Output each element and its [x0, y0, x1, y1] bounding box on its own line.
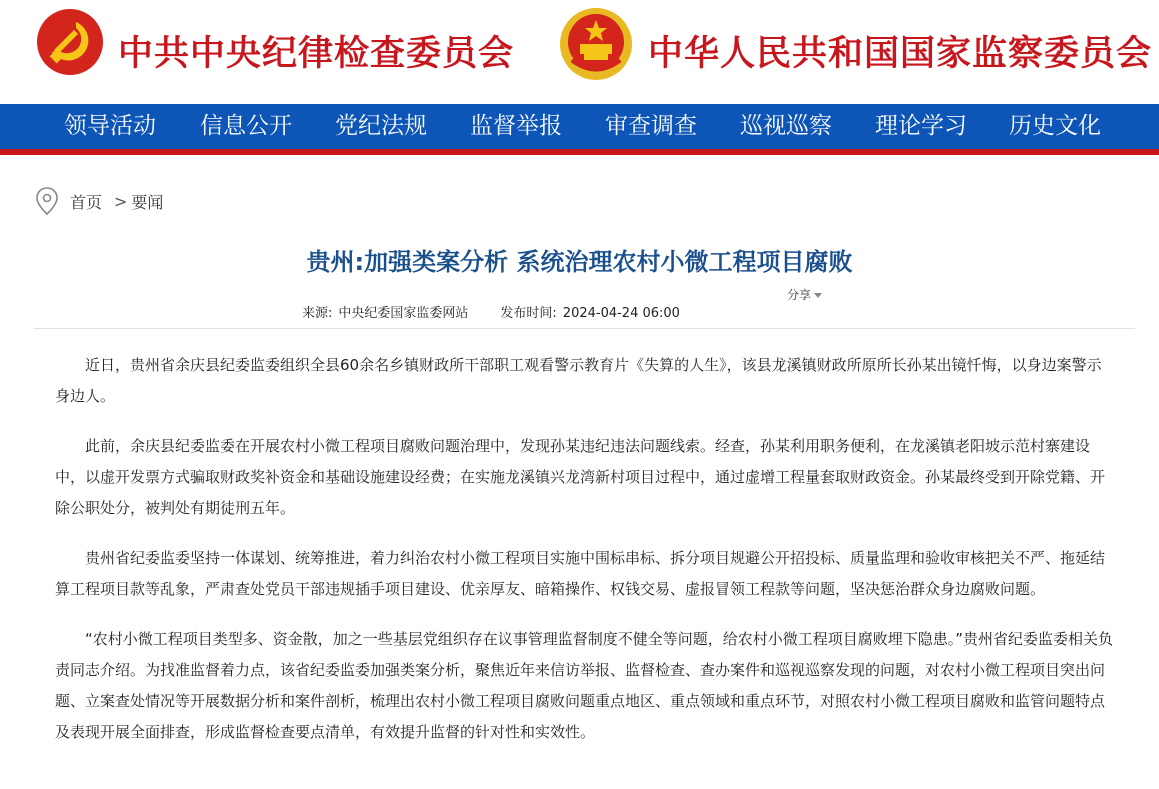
site-header — [0, 0, 1159, 104]
party-emblem-icon[interactable] — [36, 8, 104, 76]
breadcrumb-separator: > — [114, 191, 128, 211]
nav-item-investigation[interactable]: 审查调查 — [605, 113, 697, 139]
share-button[interactable] — [787, 286, 822, 303]
site-title-nsc[interactable]: 中华人民共和国国家监察委员会 — [648, 33, 1153, 74]
breadcrumb-current[interactable]: 要闻 — [131, 192, 164, 212]
nav-item-regulations[interactable]: 党纪法规 — [335, 113, 427, 139]
nav-item-leadership[interactable]: 领导活动 — [64, 113, 156, 139]
caret-down-icon — [814, 293, 822, 298]
site-title-ccdi[interactable]: 中共中央纪律检查委员会 — [118, 33, 515, 74]
paragraph: 贵州省纪委监委坚持一体谋划、统筹推进，着力纠治农村小微工程项目实施中围标串标、拆分项目规避公开招投标、质量监理和验收审核把关不严、拖延结算工程项目款等乱象，严肃查处党员干部违规插手项目建设、优亲厚友、暗箱操作、权钱交易、虚报冒领工程款等问题，坚决惩治群众身边腐败问题。 — [55, 549, 1106, 598]
nav-red-stripe — [0, 149, 1159, 155]
nav-item-report[interactable]: 监督举报 — [470, 113, 562, 139]
article-meta — [302, 302, 686, 321]
share-label: 分享 — [787, 288, 812, 302]
location-pin-icon — [34, 186, 60, 216]
nav-item-inspection[interactable]: 巡视巡察 — [740, 113, 832, 139]
article-title: 贵州:加强类案分析 系统治理农村小微工程项目腐败 — [306, 248, 853, 276]
source-value: 中央纪委国家监委网站 — [338, 306, 469, 321]
breadcrumb-home[interactable]: 首页 — [70, 192, 103, 212]
breadcrumb — [34, 186, 163, 216]
paragraph: 此前，余庆县纪委监委在开展农村小微工程项目腐败问题治理中，发现孙某违纪违法问题线索。经查，孙某利用职务便利，在龙溪镇老阳坡示范村寨建设中，以虚开发票方式骗取财政奖补资金和基础设施建设经费；在实施龙溪镇兴龙湾新村项目过程中，通过虚增工程量套取财政资金。孙某最终受到开除党籍、开除公职处分，被判处有期徒刑五年。 — [55, 437, 1106, 517]
nav-item-info-disclosure[interactable]: 信息公开 — [200, 113, 292, 139]
divider — [34, 328, 1135, 329]
main-nav — [0, 104, 1159, 149]
paragraph: “农村小微工程项目类型多、资金散，加之一些基层党组织存在议事管理监督制度不健全等问题，给农村小微工程项目腐败埋下隐患。”贵州省纪委监委相关负责同志介绍。为找准监督着力点，该省纪委监委加强类案分析，聚焦近年来信访举报、监督检查、查办案件和巡视巡察发现的问题，对农村小微工程项目突出问题、立案查处情况等开展数据分析和案件剖析，梳理出农村小微工程项目腐败问题重点地区、重点领域和重点环节，对照农村小微工程项目腐败和监管问题特点及表现开展全面排查，形成监督检查要点清单，有效提升监督的针对性和实效性。 — [55, 630, 1114, 741]
nav-item-theory[interactable]: 理论学习 — [875, 113, 967, 139]
article-body — [55, 350, 1115, 767]
national-emblem-icon[interactable] — [558, 6, 634, 82]
time-value: 2024-04-24 06:00 — [562, 306, 680, 321]
paragraph: 近日，贵州省余庆县纪委监委组织全县60余名乡镇财政所干部职工观看警示教育片《失算的人生》，该县龙溪镇财政所原所长孙某出镜忏悔，以身边案警示身边人。 — [55, 356, 1102, 405]
nav-item-history[interactable]: 历史文化 — [1009, 113, 1101, 139]
source-label: 来源: — [302, 306, 333, 321]
time-label: 发布时间: — [500, 306, 557, 321]
